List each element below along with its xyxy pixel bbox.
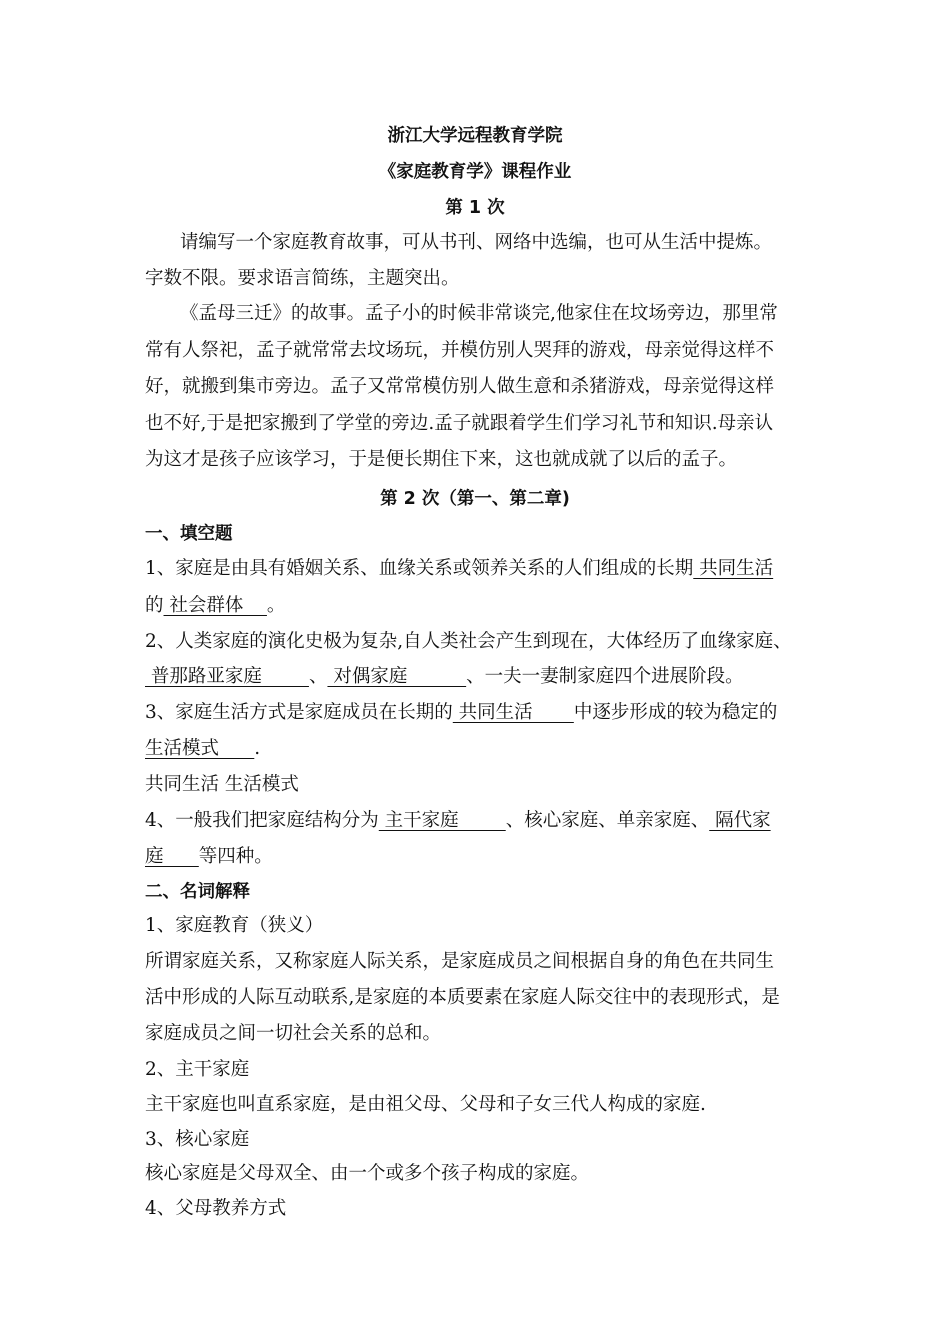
section-fill-in-blank: 一、填空题 xyxy=(145,524,233,544)
question-4-line-2 xyxy=(145,845,273,869)
question-1-line-1 xyxy=(145,557,773,581)
term-3-title: 3、核心家庭 xyxy=(145,1129,250,1150)
assignment-2-heading: 第 2 次（第一、第二章) xyxy=(380,489,570,509)
question-1-line-2 xyxy=(145,594,285,618)
course-title: 《家庭教育学》课程作业 xyxy=(378,162,572,182)
q4-text-2: 、核心家庭、单亲家庭、 xyxy=(505,810,710,831)
q4-text-end: 等四种。 xyxy=(198,846,273,867)
q2-answer-1: 普那路亚家庭 xyxy=(145,666,309,687)
q4-answer-2a: 隔代家 xyxy=(709,810,771,831)
q1-answer-1: 共同生活 xyxy=(693,558,774,579)
q1-text: 1、家庭是由具有婚姻关系、血缘关系或领养关系的人们组成的长期 xyxy=(145,558,694,579)
section-term-definitions: 二、名词解释 xyxy=(145,882,250,902)
term-1-def-line-3: 家庭成员之间一切社会关系的总和。 xyxy=(145,1023,442,1044)
q4-answer-1: 主干家庭 xyxy=(378,810,506,831)
term-4-title: 4、父母教养方式 xyxy=(145,1198,287,1219)
term-1-def-line-1: 所谓家庭关系，又称家庭人际关系，是家庭成员之间根据自身的角色在共同生 xyxy=(145,951,775,972)
question-3-note: 共同生活 生活模式 xyxy=(145,774,299,795)
q3-text: 3、家庭生活方式是家庭成员在长期的 xyxy=(145,702,453,723)
q3-answer-1: 共同生活 xyxy=(452,702,574,723)
term-2-def: 主干家庭也叫直系家庭，是由祖父母、父母和子女三代人构成的家庭. xyxy=(145,1094,706,1115)
q4-text: 4、一般我们把家庭结构分为 xyxy=(145,810,379,831)
story-line-5: 为这才是孩子应该学习，于是便长期住下来，这也就成就了以后的孟子。 xyxy=(145,449,738,470)
q1-text-3: 。 xyxy=(266,595,286,616)
term-2-title: 2、主干家庭 xyxy=(145,1059,250,1080)
question-3-line-1 xyxy=(145,701,777,725)
prompt-line-1: 请编写一个家庭教育故事，可从书刊、网络中选编，也可从生活中提炼。 xyxy=(180,232,773,253)
question-2-line-1: 2、人类家庭的演化史极为复杂,自人类社会产生到现在，大体经历了血缘家庭、 xyxy=(145,631,792,652)
q2-sep: 、 xyxy=(308,666,328,687)
story-line-4: 也不好,于是把家搬到了学堂的旁边.孟子就跟着学生们学习礼节和知识.母亲认 xyxy=(145,413,774,434)
story-line-3: 好，就搬到集市旁边。孟子又常常模仿别人做生意和杀猪游戏，母亲觉得这样 xyxy=(145,376,775,397)
term-3-def: 核心家庭是父母双全、由一个或多个孩子构成的家庭。 xyxy=(145,1163,590,1184)
q3-text-end: . xyxy=(254,738,261,759)
question-2-line-2 xyxy=(145,665,744,689)
story-line-2: 常有人祭祀，孟子就常常去坟场玩，并模仿别人哭拜的游戏，母亲觉得这样不 xyxy=(145,340,775,361)
term-1-def-line-2: 活中形成的人际互动联系,是家庭的本质要素在家庭人际交往中的表现形式，是 xyxy=(145,987,780,1008)
q2-answer-2: 对偶家庭 xyxy=(327,666,467,687)
school-title: 浙江大学远程教育学院 xyxy=(387,126,563,146)
question-4-line-1 xyxy=(145,809,771,833)
q3-answer-2: 生活模式 xyxy=(145,738,255,759)
q1-text-2: 的 xyxy=(145,595,164,616)
q3-text-2: 中逐步形成的较为稳定的 xyxy=(573,702,778,723)
question-3-line-2 xyxy=(145,737,260,761)
prompt-line-2: 字数不限。要求语言简练，主题突出。 xyxy=(145,268,460,289)
term-1-title: 1、家庭教育（狭义） xyxy=(145,915,324,936)
story-line-1: 《孟母三迁》的故事。孟子小的时候非常谈完,他家住在坟场旁边，那里常 xyxy=(180,303,778,324)
q1-answer-2: 社会群体 xyxy=(163,595,267,616)
q2-text-end: 、一夫一妻制家庭四个进展阶段。 xyxy=(466,666,744,687)
assignment-1-heading: 第 1 次 xyxy=(445,198,505,218)
q4-answer-2b: 庭 xyxy=(145,846,199,867)
